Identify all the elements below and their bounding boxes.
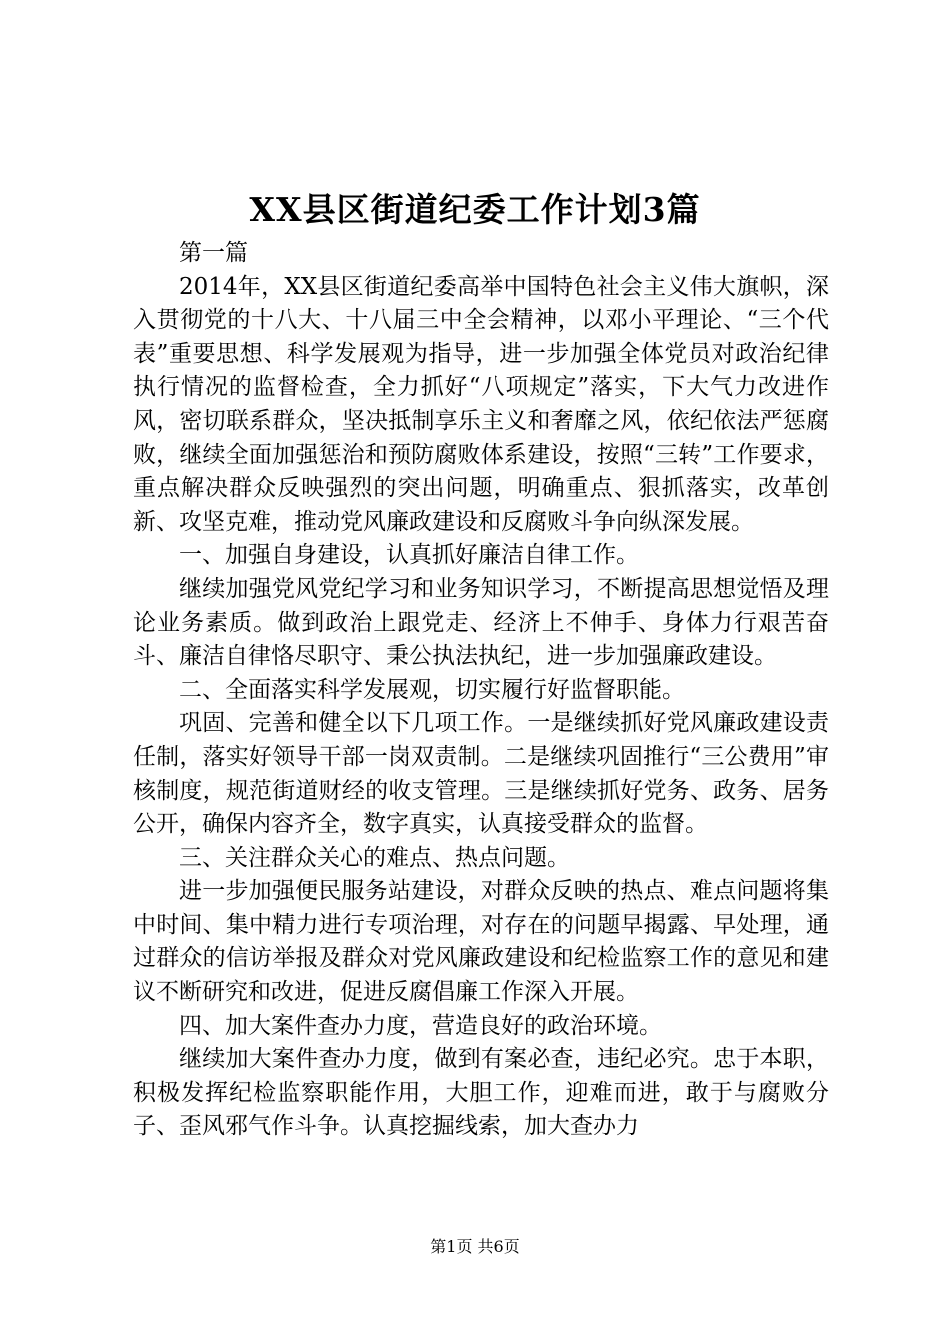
section-body-4: 继续加大案件查办力度，做到有案必查，违纪必究。忠于本职，积极发挥纪检监察职能作用，大胆工作，迎难而进，敢于与腐败分子、歪风邪气作斗争。认真挖掘线索，加大查办力 <box>133 1046 829 1140</box>
section-body-1: 继续加强党风党纪学习和业务知识学习，不断提高思想觉悟及理论业务素质。做到政治上跟党走、经济上不伸手、身体力行艰苦奋斗、廉洁自律恪尽职守、秉公执法执纪，进一步加强廉政建设。 <box>133 575 829 670</box>
section-heading-4: 四、加大案件查办力度，营造良好的政治环境。 <box>179 1012 662 1039</box>
document-body <box>133 237 829 1144</box>
section-heading-1: 一、加强自身建设，认真抓好廉洁自律工作。 <box>179 542 639 569</box>
page-footer: 第1页 共6页 <box>430 1237 520 1256</box>
section-body-3: 进一步加强便民服务站建设，对群众反映的热点、难点问题将集中时间、集中精力进行专项治理，对存在的问题早揭露、早处理，通过群众的信访举报及群众对党风廉政建设和纪检监察工作的意见和建议不断研究和改进，促进反腐倡廉工作深入开展。 <box>133 878 829 1006</box>
section-heading-3: 三、关注群众关心的难点、热点问题。 <box>179 844 570 871</box>
section-heading-first: 第一篇 <box>179 240 248 266</box>
document-title: XX县区街道纪委工作计划3篇 <box>249 190 701 229</box>
section-body-2: 巩固、完善和健全以下几项工作。一是继续抓好党风廉政建设责任制，落实好领导干部一岗双责制。二是继续巩固推行“三公费用”审核制度，规范街道财经的收支管理。三是继续抓好党务、政务、居务公开，确保内容齐全，数字真实，认真接受群众的监督。 <box>133 710 829 838</box>
intro-paragraph: 2014年，XX县区街道纪委高举中国特色社会主义伟大旗帜，深入贯彻党的十八大、十八届三中全会精神，以邓小平理论、“三个代表”重要思想、科学发展观为指导，进一步加强全体党员对政治纪律执行情况的监督检查，全力抓好“八项规定”落实，下大气力改进作风，密切联系群众，坚决抵制享乐主义和奢靡之风，依纪依法严惩腐败，继续全面加强惩治和预防腐败体系建设，按照“三转”工作要求，重点解决群众反映强烈的突出问题，明确重点、狠抓落实，改革创新、攻坚克难，推动党风廉政建设和反腐败斗争向纵深发展。 <box>133 273 829 535</box>
section-heading-2: 二、全面落实科学发展观，切实履行好监督职能。 <box>179 676 685 703</box>
